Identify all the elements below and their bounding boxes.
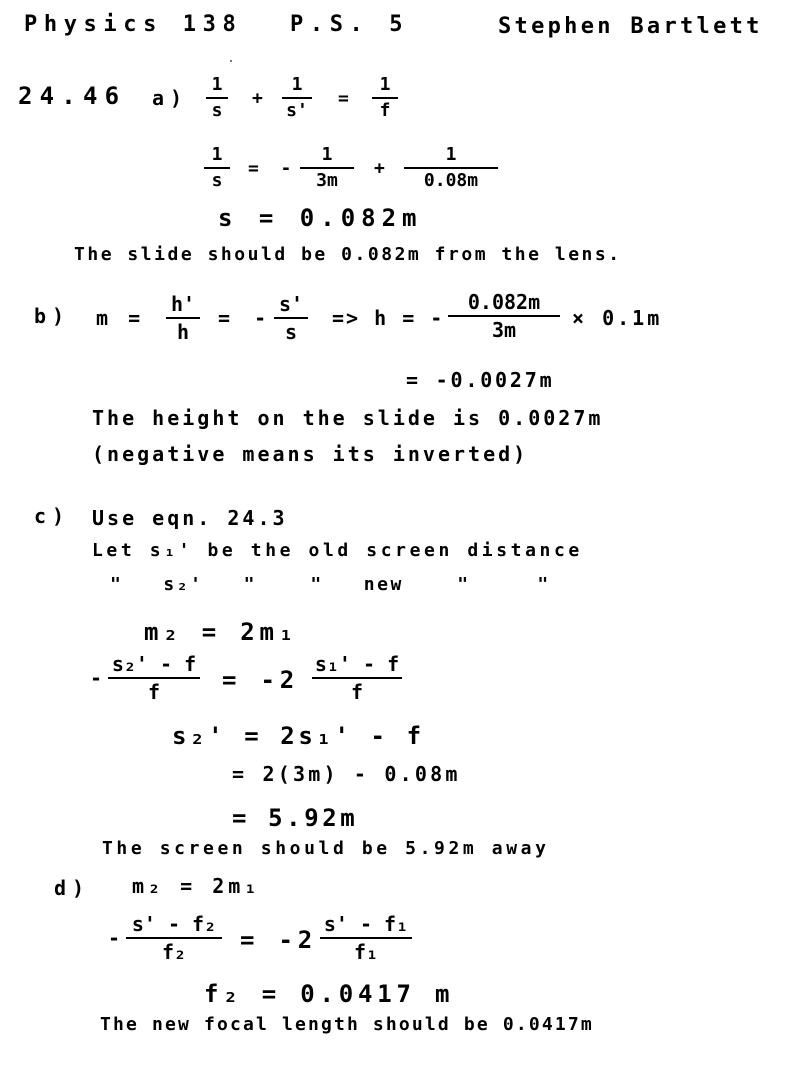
part-c-step-1: s₂' = 2s₁' - f [172, 722, 425, 750]
magnification-symbol: m = [96, 306, 145, 330]
part-c-step-2: = 2(3m) - 0.08m [232, 762, 461, 786]
fraction-s2-minus-f-over-f: s₂' - f f [108, 654, 200, 702]
plus-sign-2: + [374, 158, 391, 179]
student-name: Stephen Bartlett [498, 14, 763, 39]
part-c-line-2: Let s₁' be the old screen distance [92, 540, 583, 561]
fraction-s1-minus-f-over-f: s₁' - f f [312, 654, 402, 702]
implies-h: => h = - [332, 306, 445, 330]
fraction-one-over-0.08m: 1 0.08m [404, 146, 498, 190]
part-b-result: = -0.0027m [406, 368, 555, 392]
equals-minus-b: = - [218, 306, 273, 330]
fraction-s-prime-over-s: s' s [274, 294, 308, 342]
plus-sign: + [252, 88, 269, 109]
leading-minus-d: - [108, 926, 127, 950]
equals-sign: = [338, 88, 355, 109]
part-b-conclusion-1: The height on the slide is 0.0027m [92, 406, 604, 430]
fraction-one-over-s: 1 s [206, 76, 228, 120]
part-c-conclusion: The screen should be 5.92m away [102, 838, 550, 859]
part-b-conclusion-2: (negative means its inverted) [92, 442, 529, 466]
stray-mark [230, 60, 232, 62]
part-a-conclusion: The slide should be 0.082m from the lens. [74, 244, 622, 265]
part-c-magnification-relation: m₂ = 2m₁ [144, 618, 298, 646]
part-c-line-1: Use eqn. 24.3 [92, 506, 288, 530]
fraction-s-minus-f1-over-f1: s' - f₁ f₁ [320, 914, 412, 962]
equals-minus: = - [248, 158, 297, 179]
part-c-step-3: = 5.92m [232, 804, 359, 832]
part-a-result: s = 0.082m [218, 204, 423, 232]
fraction-one-over-s-2: 1 s [204, 146, 230, 190]
part-d-magnification-relation: m₂ = 2m₁ [132, 874, 261, 898]
equals-minus-two-d: = -2 [240, 926, 317, 954]
fraction-one-over-f: 1 f [372, 76, 398, 120]
fraction-s-minus-f2-over-f2: s' - f₂ f₂ [126, 914, 222, 962]
fraction-0.082m-over-3m: 0.082m 3m [448, 292, 560, 340]
part-b-label: b) [34, 304, 71, 328]
leading-minus-c: - [90, 666, 109, 690]
part-d-label: d) [54, 876, 91, 900]
fraction-one-over-s-prime: 1 s' [282, 76, 312, 120]
part-c-label: c) [34, 504, 71, 528]
course-title: Physics 138 [24, 12, 243, 37]
part-c-line-3: " s₂' " " new " " [110, 574, 551, 595]
problem-number: 24.46 [18, 82, 127, 110]
equals-minus-two-c: = -2 [222, 666, 299, 694]
problem-set-number: P.S. 5 [290, 12, 410, 37]
part-a-label: a) [152, 86, 189, 110]
part-d-conclusion: The new focal length should be 0.0417m [100, 1014, 594, 1035]
fraction-h-prime-over-h: h' h [166, 294, 200, 342]
times-height: × 0.1m [572, 306, 663, 330]
fraction-one-over-3m: 1 3m [300, 146, 354, 190]
part-d-result: f₂ = 0.0417 m [204, 980, 455, 1008]
